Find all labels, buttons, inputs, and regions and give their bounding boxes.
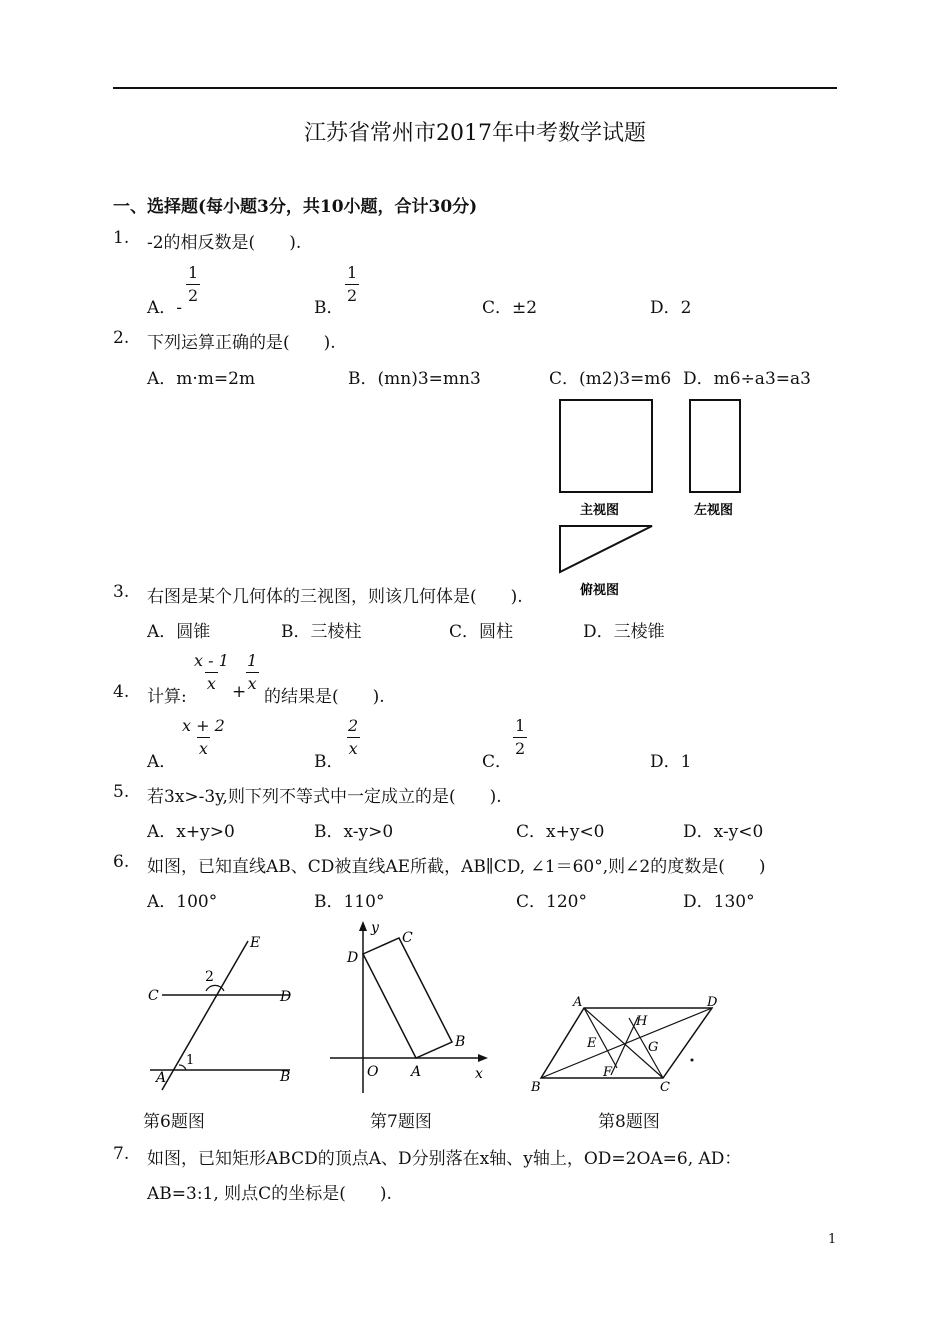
label-f: F (603, 1065, 613, 1080)
page-number: 1 (828, 1232, 837, 1247)
q7-number: 7. (113, 1144, 130, 1164)
label-a: A (573, 995, 583, 1010)
q1-number: 1. (113, 228, 130, 248)
q4-stem-prefix: 计算: (147, 687, 187, 707)
rectangle-abcd (363, 938, 452, 1058)
q6-stem: 如图，已知直线AB、CD被直线AE所截，AB∥CD, ∠1＝60°,则∠2的度数是( ) (147, 857, 766, 877)
q5-stem: 若3x>-3y,则下列不等式中一定成立的是( ). (147, 787, 502, 807)
top-rule (113, 87, 837, 89)
y-axis-arrow (359, 921, 367, 931)
q4-option-a: A． (147, 752, 177, 772)
q3-option-b: B．三棱柱 (281, 622, 362, 642)
label-b: B (531, 1080, 541, 1095)
q2-option-b: B．(mn)3=mn3 (348, 369, 481, 389)
label-e: E (587, 1036, 597, 1051)
q3-number: 3. (113, 582, 130, 602)
q6-option-b: B．110° (314, 892, 385, 912)
q4-option-b-fraction: $\frac{2}{x}$ (348, 716, 359, 758)
segment-hf (611, 1017, 638, 1075)
q2-number: 2. (113, 328, 130, 348)
q1-option-a: A．- (147, 298, 183, 318)
q1-option-a-fraction: $\frac{1}{2}$ (188, 263, 199, 305)
label-d: D (347, 950, 359, 966)
q4-option-c-fraction: $\frac{1}{2}$ (515, 716, 526, 758)
label-a: A (411, 1064, 422, 1080)
q6-number: 6. (113, 852, 130, 872)
q4-stem-fraction-1: $\frac{x - 1}{x}$ (194, 651, 229, 693)
label-e: E (250, 935, 261, 951)
q5-number: 5. (113, 782, 130, 802)
page-title: 江苏省常州市2017年中考数学试题 (304, 121, 646, 146)
q6-option-d: D．130° (683, 892, 755, 912)
three-view-figure (550, 392, 760, 602)
q4-plus: + (232, 682, 247, 702)
q4-number: 4. (113, 682, 130, 702)
label-h: H (636, 1014, 648, 1029)
top-view-label: 俯视图 (580, 583, 620, 598)
label-d: D (707, 995, 718, 1010)
q4-stem-fraction-2: $\frac{1}{x}$ (247, 651, 258, 693)
q4-option-b: B． (314, 752, 344, 772)
label-angle-2: 2 (205, 969, 214, 985)
transversal-ae (162, 941, 248, 1090)
q7-stem-line-1: 如图，已知矩形ABCD的顶点A、D分别落在x轴、y轴上，OD=2OA=6, AD： (147, 1149, 742, 1169)
q1-option-b: B． (314, 298, 344, 318)
q2-stem: 下列运算正确的是( ). (147, 333, 336, 353)
figure-8 (525, 990, 725, 1098)
label-a: A (156, 1070, 167, 1086)
front-view-square (560, 400, 652, 492)
label-b: B (280, 1069, 291, 1085)
label-c: C (148, 988, 159, 1004)
dot-mark (691, 1059, 694, 1062)
front-view-label: 主视图 (580, 503, 620, 518)
q3-stem: 右图是某个几何体的三视图，则该几何体是( ). (147, 587, 523, 607)
q4-stem-suffix: 的结果是( ). (264, 687, 385, 707)
q3-option-d: D．三棱锥 (583, 622, 665, 642)
q1-option-c: C．±2 (482, 298, 538, 318)
left-view-rectangle (690, 400, 740, 492)
q3-option-c: C．圆柱 (449, 622, 514, 642)
q1-stem: -2的相反数是( ). (147, 233, 302, 253)
x-axis-arrow (478, 1054, 488, 1062)
q2-option-a: A．m·m=2m (147, 369, 256, 389)
q6-option-a: A．100° (147, 892, 218, 912)
q6-option-c: C．120° (516, 892, 587, 912)
figure-7-caption: 第7题图 (370, 1112, 432, 1132)
q4-option-c: C． (482, 752, 513, 772)
q5-option-a: A．x+y>0 (147, 822, 235, 842)
label-c: C (402, 930, 413, 946)
angle-1-arc (179, 1065, 186, 1070)
figure-7 (325, 918, 495, 1098)
q4-option-a-fraction: $\frac{x + 2}{x}$ (182, 716, 225, 758)
figure-8-caption: 第8题图 (598, 1112, 660, 1132)
q5-option-d: D．x-y<0 (683, 822, 764, 842)
figure-6-caption: 第6题图 (143, 1112, 205, 1132)
q1-option-d: D．2 (650, 298, 692, 318)
label-angle-1: 1 (186, 1053, 195, 1068)
q5-option-b: B．x-y>0 (314, 822, 394, 842)
label-x: x (475, 1066, 483, 1082)
label-b: B (455, 1034, 466, 1050)
q7-stem-line-2: AB=3:1, 则点C的坐标是( ). (147, 1184, 392, 1204)
section-heading: 一、选择题(每小题3分，共10小题，合计30分) (113, 197, 478, 217)
left-view-label: 左视图 (694, 503, 734, 518)
label-c: C (660, 1080, 670, 1095)
label-y: y (371, 920, 379, 936)
figure-6 (140, 925, 310, 1095)
label-g: G (648, 1040, 659, 1055)
q2-option-d: D．m6÷a3=a3 (683, 369, 811, 389)
q3-option-a: A．圆锥 (147, 622, 211, 642)
q1-option-b-fraction: $\frac{1}{2}$ (347, 263, 358, 305)
q2-option-c: C．(m2)3=m6 (549, 369, 672, 389)
q4-option-d: D．1 (650, 752, 692, 772)
label-d: D (280, 989, 292, 1005)
label-o: O (367, 1064, 379, 1080)
top-view-triangle (560, 526, 652, 572)
q5-option-c: C．x+y<0 (516, 822, 605, 842)
